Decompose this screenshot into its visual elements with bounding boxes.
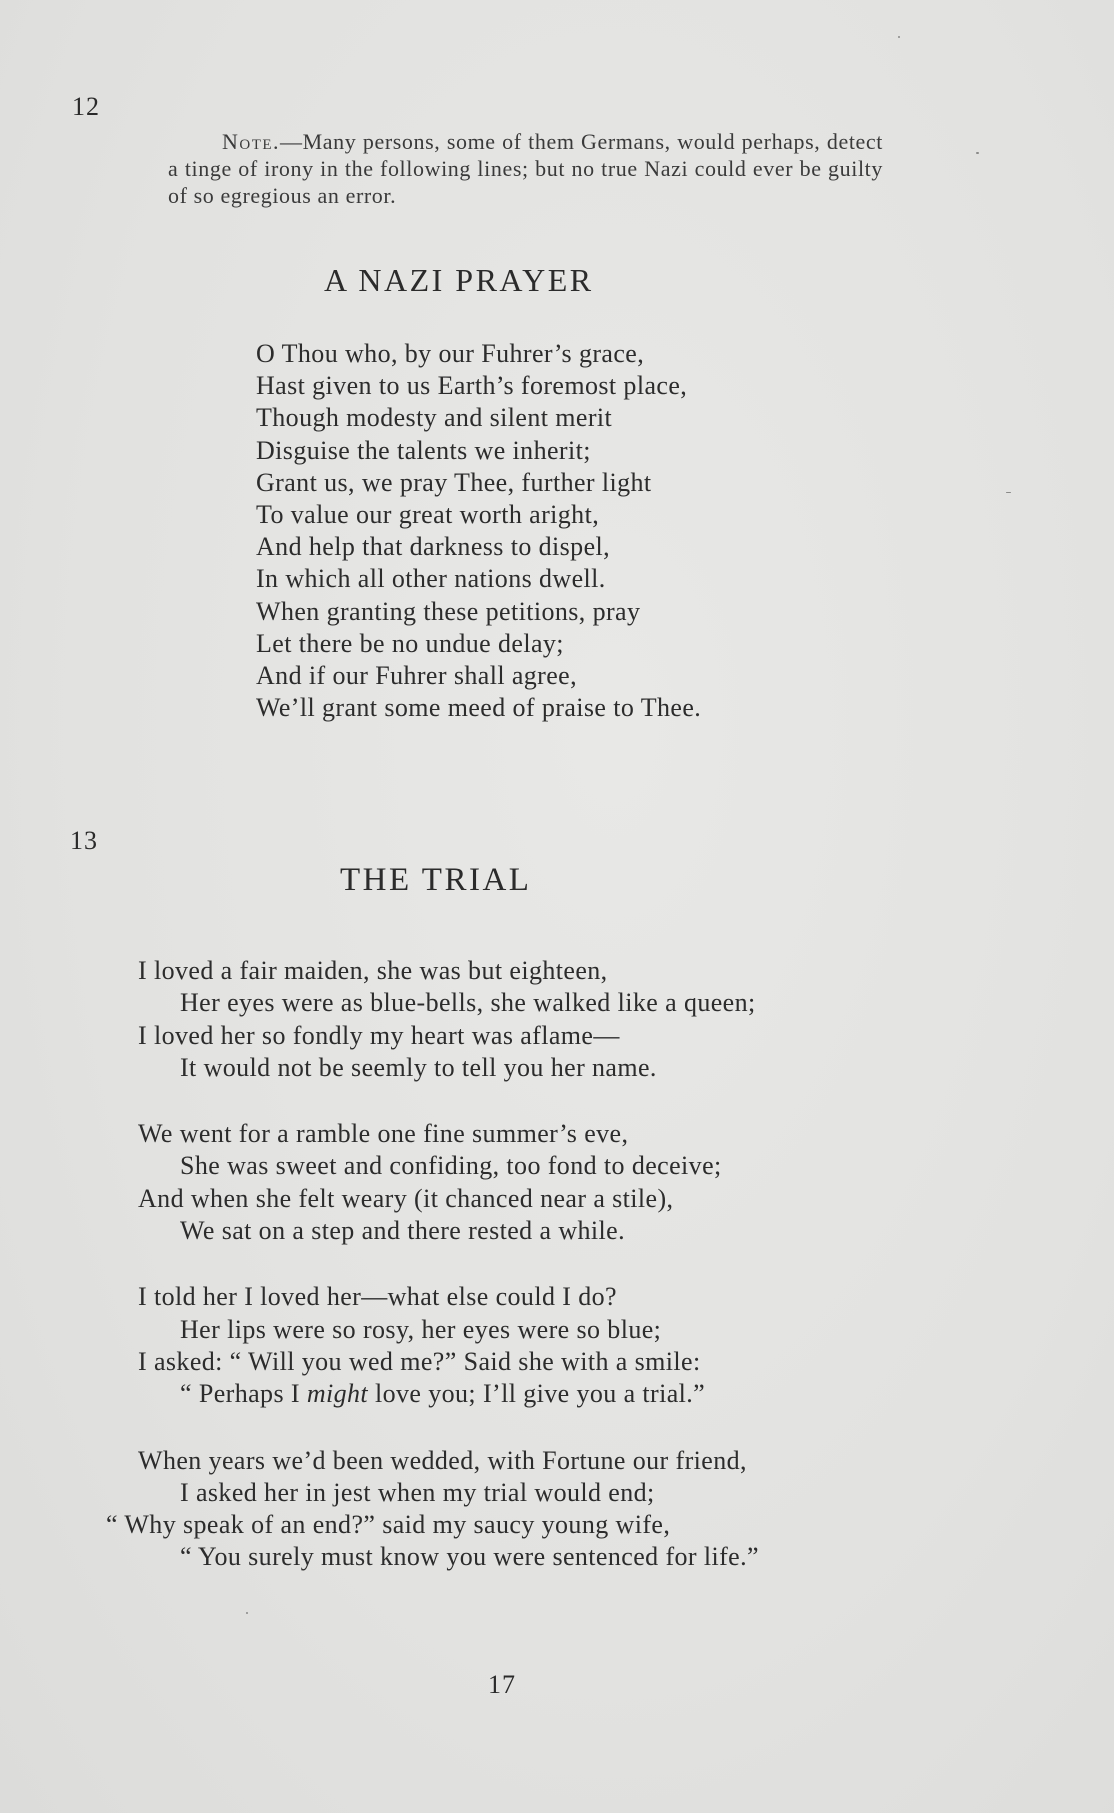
poem-the-trial xyxy=(106,955,759,1608)
poem-line: It would not be seemly to tell you her name. xyxy=(180,1052,657,1082)
paper-speck xyxy=(246,1612,248,1614)
poem-line: And help that darkness to dispel, xyxy=(256,532,611,562)
stanza-3 xyxy=(138,1281,759,1410)
poem-line: Her lips were so rosy, her eyes were so blue; xyxy=(180,1314,662,1344)
section-number-13: 13 xyxy=(70,826,98,855)
note-text: —Many persons, some of them Germans, would perhaps, detect a tinge of irony in the following lines; but no true Nazi could ever be guilty of so egregious an error. xyxy=(168,129,883,208)
poem-nazi-prayer xyxy=(256,338,701,724)
poem-title-nazi-prayer: A NAZI PRAYER xyxy=(324,262,594,298)
poem-line: Disguise the talents we inherit; xyxy=(256,435,591,465)
poem-line: And if our Fuhrer shall agree, xyxy=(256,661,578,691)
paper-speck xyxy=(976,152,979,154)
stanza-4 xyxy=(106,1445,759,1574)
note-paragraph xyxy=(168,128,883,209)
poem-line: In which all other nations dwell. xyxy=(256,564,606,594)
poem-line: “ You surely must know you were sentenced for life.” xyxy=(180,1542,759,1572)
poem-line: We went for a ramble one fine summer’s eve, xyxy=(138,1119,629,1149)
poem-line: Though modesty and silent merit xyxy=(256,403,613,433)
poem-line: When years we’d been wedded, with Fortune our friend, xyxy=(138,1445,747,1475)
poem-line: And when she felt weary (it chanced near a stile), xyxy=(138,1183,674,1213)
stanza-2 xyxy=(138,1118,759,1247)
poem-line: Her eyes were as blue-bells, she walked like a queen; xyxy=(180,988,756,1018)
page-number: 17 xyxy=(488,1670,516,1699)
line-part: love you; I’ll give you a trial.” xyxy=(368,1379,706,1409)
poem-line xyxy=(138,1378,759,1410)
poem-line: I told her I loved her—what else could I do? xyxy=(138,1282,617,1312)
paper-speck xyxy=(898,36,900,38)
poem-line: “ Why speak of an end?” said my saucy young wife, xyxy=(106,1510,671,1540)
poem-line: I loved her so fondly my heart was aflame— xyxy=(138,1020,620,1050)
poem-line: She was sweet and confiding, too fond to deceive; xyxy=(180,1151,722,1181)
poem-line: When granting these petitions, pray xyxy=(256,596,641,626)
poem-line: I asked her in jest when my trial would end; xyxy=(180,1477,655,1507)
stanza-1 xyxy=(138,955,759,1084)
poem-line: We’ll grant some meed of praise to Thee. xyxy=(256,693,702,723)
poem-line: I asked: “ Will you wed me?” Said she with a smile: xyxy=(138,1346,701,1376)
note-lead: Note. xyxy=(222,129,281,154)
emphasis-might: might xyxy=(306,1379,369,1409)
poem-line: Let there be no undue delay; xyxy=(256,628,564,658)
poem-title-the-trial: THE TRIAL xyxy=(340,862,532,898)
poem-line: Hast given to us Earth’s foremost place, xyxy=(256,371,688,401)
paper-speck xyxy=(1006,492,1011,493)
poem-line: I loved a fair maiden, she was but eighteen, xyxy=(138,956,608,985)
line-part: “ Perhaps I xyxy=(180,1379,307,1409)
poem-line: To value our great worth aright, xyxy=(256,500,600,530)
poem-line: We sat on a step and there rested a while. xyxy=(180,1216,625,1246)
poem-line: O Thou who, by our Fuhrer’s grace, xyxy=(256,339,645,368)
section-number-12: 12 xyxy=(72,92,100,121)
poem-line: Grant us, we pray Thee, further light xyxy=(256,467,652,497)
